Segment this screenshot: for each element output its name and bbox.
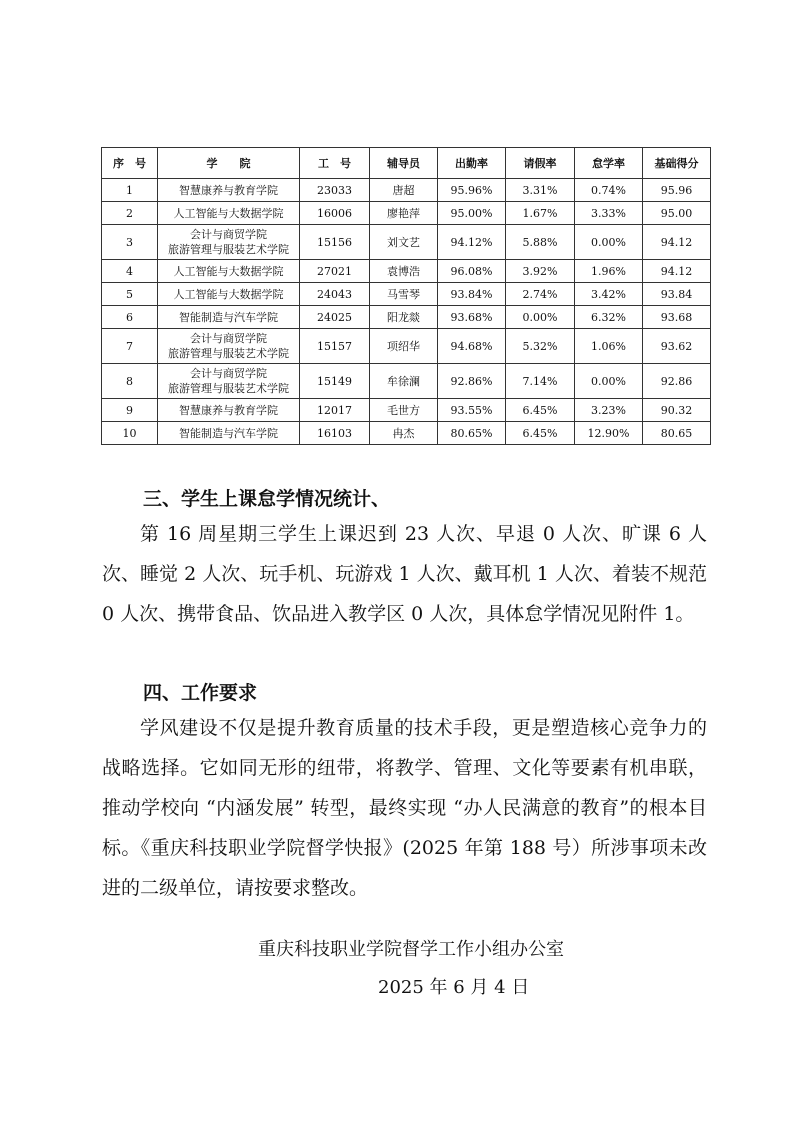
table-row	[102, 260, 711, 283]
issuing-office: 重庆科技职业学院督学工作小组办公室	[258, 939, 564, 960]
leave-rate: 6.45%	[506, 399, 575, 422]
college-cell	[158, 202, 300, 225]
header-id: 工 号	[300, 148, 370, 179]
counselor-name: 廖艳萍	[370, 202, 438, 225]
leave-rate: 0.00%	[506, 306, 575, 329]
attendance-rate: 92.86%	[438, 364, 506, 399]
college-name: 会计与商贸学院	[190, 228, 267, 241]
truancy-rate: 0.00%	[575, 225, 643, 260]
attendance-rate: 96.08%	[438, 260, 506, 283]
base-score: 80.65	[643, 422, 711, 445]
counselor-name: 唐超	[370, 179, 438, 202]
college-name: 智能制造与汽车学院	[179, 426, 278, 440]
attendance-rate: 94.68%	[438, 329, 506, 364]
attendance-rate: 93.55%	[438, 399, 506, 422]
row-number: 7	[102, 329, 158, 364]
college-cell	[158, 179, 300, 202]
table-row	[102, 202, 711, 225]
college-cell	[158, 329, 300, 364]
base-score: 92.86	[643, 364, 711, 399]
college-name: 人工智能与大数据学院	[173, 264, 284, 278]
issue-date: 2025 年 6 月 4 日	[378, 977, 530, 998]
table-row	[102, 364, 711, 399]
college-cell	[158, 399, 300, 422]
counselor-name: 刘文艺	[370, 225, 438, 260]
base-score: 93.62	[643, 329, 711, 364]
section-3-heading: 三、学生上课怠学情况统计、	[143, 488, 391, 510]
row-number: 6	[102, 306, 158, 329]
leave-rate: 6.45%	[506, 422, 575, 445]
row-number: 3	[102, 225, 158, 260]
header-attendance: 出勤率	[438, 148, 506, 179]
table-row	[102, 283, 711, 306]
header-leave: 请假率	[506, 148, 575, 179]
base-score: 95.96	[643, 179, 711, 202]
section-4-paragraph: 学风建设不仅是提升教育质量的技术手段，更是塑造核心竞争力的战略选择。它如同无形的纽带，将教学、管理、文化等要素有机串联，推动学校向 “内涵发展” 转型，最终实现 “办人民满意的教育”的根本目标。《重庆科技职业学院督学快报》(2025 年第 188 号）所涉事项未改进的二级单位，请按要求整改。	[102, 717, 707, 899]
college-name: 会计与商贸学院	[190, 332, 267, 345]
section-4-heading: 四、工作要求	[143, 682, 258, 704]
staff-id: 15157	[300, 329, 370, 364]
base-score: 95.00	[643, 202, 711, 225]
college-name: 人工智能与大数据学院	[173, 206, 284, 220]
attendance-rate: 80.65%	[438, 422, 506, 445]
college-name: 旅游管理与服装艺术学院	[168, 382, 289, 395]
base-score: 93.68	[643, 306, 711, 329]
counselor-name: 马雪琴	[370, 283, 438, 306]
college-name: 人工智能与大数据学院	[173, 287, 284, 301]
staff-id: 12017	[300, 399, 370, 422]
table-body	[102, 179, 711, 445]
row-number: 4	[102, 260, 158, 283]
counselor-name: 牟徐澜	[370, 364, 438, 399]
counselor-name: 毛世方	[370, 399, 438, 422]
staff-id: 27021	[300, 260, 370, 283]
truancy-rate: 1.06%	[575, 329, 643, 364]
attendance-table	[101, 147, 711, 445]
attendance-rate: 95.00%	[438, 202, 506, 225]
header-truancy: 怠学率	[575, 148, 643, 179]
staff-id: 16103	[300, 422, 370, 445]
truancy-rate: 1.96%	[575, 260, 643, 283]
college-cell	[158, 283, 300, 306]
base-score: 90.32	[643, 399, 711, 422]
college-cell	[158, 225, 300, 260]
attendance-rate: 93.84%	[438, 283, 506, 306]
staff-id: 16006	[300, 202, 370, 225]
college-name: 旅游管理与服装艺术学院	[168, 243, 289, 256]
truancy-rate: 3.23%	[575, 399, 643, 422]
attendance-table-container	[101, 147, 710, 445]
college-cell	[158, 364, 300, 399]
header-college: 学 院	[158, 148, 300, 179]
table-row	[102, 422, 711, 445]
header-counselor: 辅导员	[370, 148, 438, 179]
table-row	[102, 306, 711, 329]
row-number: 2	[102, 202, 158, 225]
header-no: 序 号	[102, 148, 158, 179]
truancy-rate: 6.32%	[575, 306, 643, 329]
counselor-name: 冉杰	[370, 422, 438, 445]
base-score: 94.12	[643, 225, 711, 260]
header-score: 基础得分	[643, 148, 711, 179]
college-cell	[158, 306, 300, 329]
truancy-rate: 12.90%	[575, 422, 643, 445]
row-number: 8	[102, 364, 158, 399]
college-cell	[158, 260, 300, 283]
section-3-paragraph: 第 16 周星期三学生上课迟到 23 人次、早退 0 人次、旷课 6 人次、睡觉 2 人次、玩手机、玩游戏 1 人次、戴耳机 1 人次、着装不规范 0 人次、携带食品、饮品进入教学区 0 人次，具体怠学情况见附件 1。	[102, 523, 707, 625]
leave-rate: 5.32%	[506, 329, 575, 364]
attendance-rate: 95.96%	[438, 179, 506, 202]
row-number: 10	[102, 422, 158, 445]
college-name: 智慧康养与教育学院	[179, 403, 278, 417]
leave-rate: 1.67%	[506, 202, 575, 225]
counselor-name: 项绍华	[370, 329, 438, 364]
staff-id: 24025	[300, 306, 370, 329]
college-name: 智慧康养与教育学院	[179, 183, 278, 197]
table-row	[102, 225, 711, 260]
staff-id: 24043	[300, 283, 370, 306]
staff-id: 23033	[300, 179, 370, 202]
row-number: 5	[102, 283, 158, 306]
base-score: 93.84	[643, 283, 711, 306]
staff-id: 15149	[300, 364, 370, 399]
counselor-name: 阳龙燚	[370, 306, 438, 329]
truancy-rate: 0.00%	[575, 364, 643, 399]
attendance-rate: 94.12%	[438, 225, 506, 260]
truancy-rate: 0.74%	[575, 179, 643, 202]
table-row	[102, 329, 711, 364]
row-number: 1	[102, 179, 158, 202]
attendance-rate: 93.68%	[438, 306, 506, 329]
base-score: 94.12	[643, 260, 711, 283]
row-number: 9	[102, 399, 158, 422]
college-name: 会计与商贸学院	[190, 367, 267, 380]
table-row	[102, 399, 711, 422]
leave-rate: 3.92%	[506, 260, 575, 283]
truancy-rate: 3.33%	[575, 202, 643, 225]
leave-rate: 5.88%	[506, 225, 575, 260]
college-name: 旅游管理与服装艺术学院	[168, 347, 289, 360]
leave-rate: 2.74%	[506, 283, 575, 306]
leave-rate: 7.14%	[506, 364, 575, 399]
leave-rate: 3.31%	[506, 179, 575, 202]
truancy-rate: 3.42%	[575, 283, 643, 306]
college-cell	[158, 422, 300, 445]
table-header-row	[102, 148, 711, 179]
staff-id: 15156	[300, 225, 370, 260]
table-row	[102, 179, 711, 202]
college-name: 智能制造与汽车学院	[179, 310, 278, 324]
counselor-name: 袁博浩	[370, 260, 438, 283]
